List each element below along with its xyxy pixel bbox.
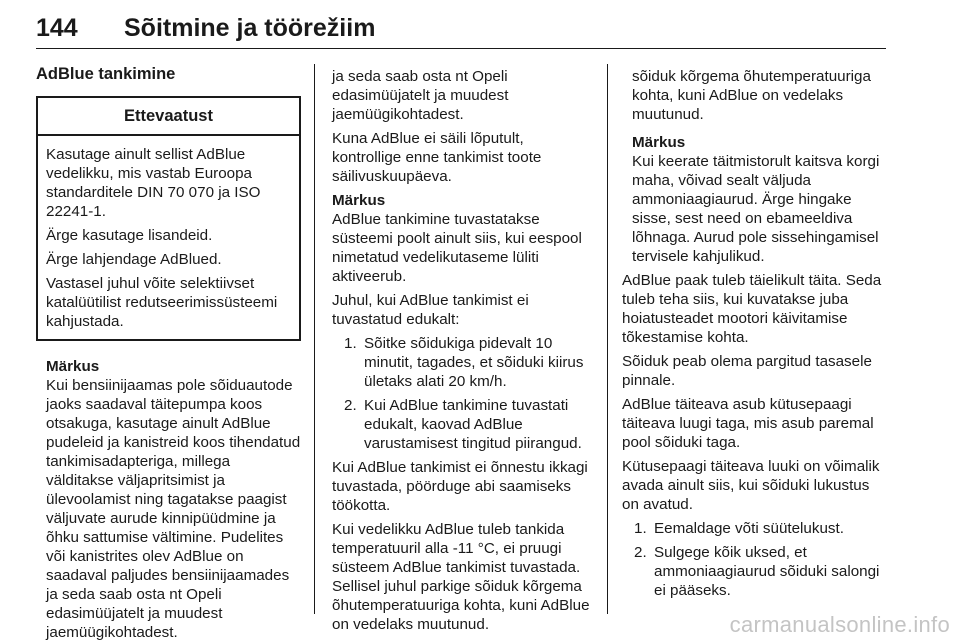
- note-label: Märkus: [632, 134, 686, 151]
- section-title: AdBlue tankimine: [36, 65, 176, 83]
- steps-list: [622, 519, 890, 600]
- warning-body: [38, 136, 299, 339]
- note-block: [36, 357, 301, 641]
- column-divider-2: [607, 64, 608, 614]
- warning-paragraph: Vastasel juhul võite selektiivset katalüütilist redutseerimissüsteemi kahjustada.: [46, 275, 278, 330]
- paragraph-continued: sõiduk kõrgema õhutemperatuuriga kohta, kuni AdBlue on vedelaks muutunud.: [632, 68, 871, 123]
- paragraph: Sõiduk peab olema pargitud tasasele pinnale.: [622, 353, 872, 389]
- note-text: AdBlue tankimine tuvastatakse süsteemi poolt ainult siis, kui eespool nimetatud vedelikutaseme lüliti aktiveerub.: [332, 211, 582, 285]
- watermark: carmanualsonline.info: [729, 612, 950, 637]
- note-label: Märkus: [332, 192, 386, 209]
- chapter-title: Sõitmine ja töörežiim: [124, 14, 376, 42]
- paragraph: Kuna AdBlue ei säili lõputult, kontrollige enne tankimist toote säilivuskuupäeva.: [332, 130, 542, 185]
- note-label: Märkus: [46, 358, 100, 375]
- note-text: Kui keerate täitmistorult kaitsva korgi maha, võivad sealt väljuda ammoniaagiaurud. Ärge hingake sisse, sest need on ebameeldiva lõhnaga. Aurud pole sissehingamisel tervisele kahjulikud.: [632, 153, 880, 265]
- column-1: [36, 64, 301, 641]
- warning-paragraph: Ärge kasutage lisandeid.: [46, 227, 213, 244]
- paragraph: Kütusepaagi täiteava luuki on võimalik avada ainult siis, kui sõiduki lukustus on avatud.: [622, 458, 880, 513]
- warning-title: Ettevaatust: [38, 98, 299, 136]
- page-header: [36, 8, 886, 49]
- list-item: 2. Sulgege kõik uksed, et ammoniaagiaurud sõiduki salongi ei pääseks.: [634, 544, 880, 599]
- note-text: Kui bensiinijaamas pole sõiduautode jaoks saadaval täitepumpa koos otsakuga, kasutage ainult AdBlue pudeleid ja kanistreid koos tihendatud tankimisadapteriga, millega välditakse väljapritsimist ja ülevoolamist ning tagatakse paagist väljuvate aurude kinnipüüdmine ja õhku sattumise vältimine. Pudelites või kanistrites olev AdBlue on saadaval paljudes bensiinijaamades ja seda saab osta nt Opeli edasimüüjatelt ja muudest jaemüügikohtadest.: [46, 377, 301, 641]
- column-2: [332, 67, 594, 633]
- paragraph: Kui AdBlue tankimist ei õnnestu ikkagi tuvastada, pöörduge abi saamiseks töökotta.: [332, 459, 588, 514]
- paragraph: Kui vedelikku AdBlue tuleb tankida temperatuuril alla -11 °C, ei pruugi süsteem AdBlue tankimist tuvastada. Sellisel juhul parkige sõiduk kõrgema õhutemperatuuriga kohta, kuni AdBlue on vedelaks muutunud.: [332, 521, 590, 633]
- paragraph: AdBlue paak tuleb täielikult täita. Seda tuleb teha siis, kui kuvatakse juba hoiatusteadet mootori käivitamise tõkestamise kohta.: [622, 272, 882, 346]
- warning-paragraph: Ärge lahjendage AdBlued.: [46, 251, 222, 268]
- list-item: 2. Kui AdBlue tankimine tuvastati edukalt, kaovad AdBlue varustamisest tingitud piirangud.: [344, 397, 582, 452]
- note-text-continued: ja seda saab osta nt Opeli edasimüüjatelt ja muudest jaemüügikohtadest.: [332, 68, 509, 123]
- paragraph: AdBlue täiteava asub kütusepaagi täiteava luugi taga, mis asub paremal pool sõiduki taga.: [622, 396, 874, 451]
- warning-box: [36, 96, 301, 341]
- column-divider-1: [314, 64, 315, 614]
- list-item: 1. Eemaldage võti süütelukust.: [634, 520, 844, 537]
- list-item: 1. Sõitke sõidukiga pidevalt 10 minutit, tagades, et sõiduki kiirus ületaks alati 20 km/h.: [344, 335, 584, 390]
- warning-paragraph: Kasutage ainult sellist AdBlue vedelikku, mis vastab Euroopa standarditele DIN 70 070 ja ISO 22241-1.: [46, 146, 261, 220]
- note-block: [622, 133, 890, 266]
- steps-list: [332, 334, 594, 453]
- page-number: 144: [36, 14, 78, 42]
- column-3: [622, 67, 890, 605]
- paragraph: Juhul, kui AdBlue tankimist ei tuvastatud edukalt:: [332, 292, 529, 328]
